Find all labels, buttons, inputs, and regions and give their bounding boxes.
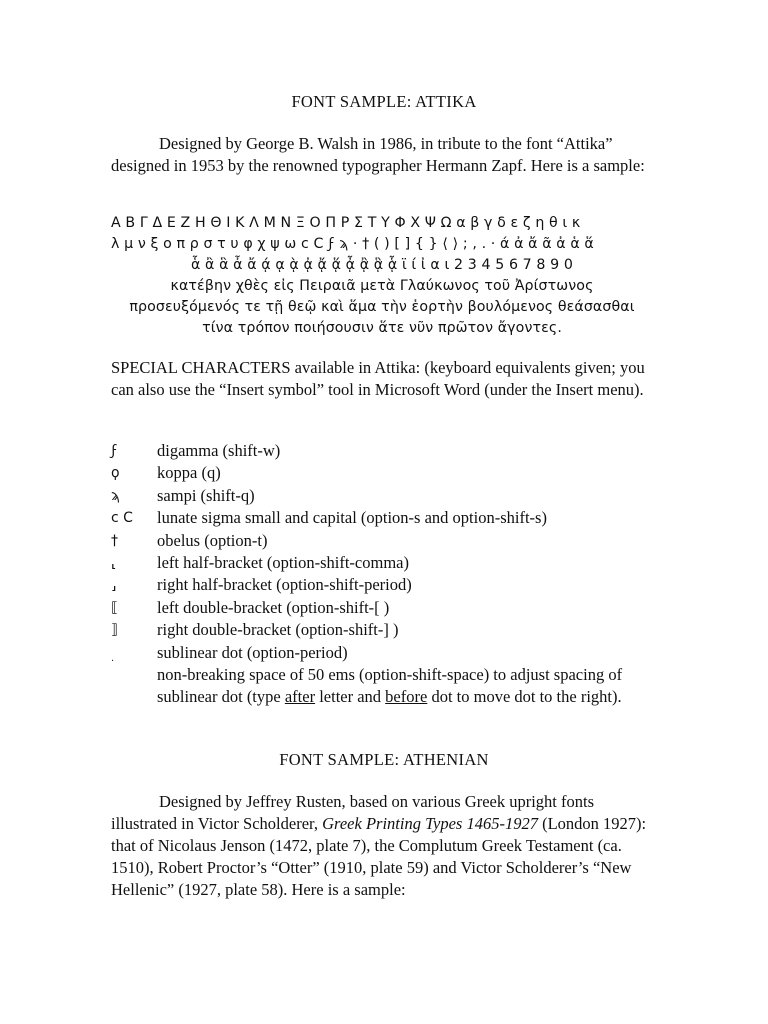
special-char-row [111,664,656,710]
attika-title: FONT SAMPLE: ATTIKA [291,92,477,111]
greek-line-3: ἇ ἂ ἃ ἆ ἄ ᾴ ᾳ ᾲ ᾀ ᾄ ᾅ ᾆ ᾂ ᾃ ᾇ ϊ ί ἰ α ι 2 3 4 5 6 7 8 9 0 [190,257,574,273]
special-char-row [111,507,656,529]
special-char-row [111,552,656,574]
athenian-intro [111,791,651,901]
right-half-bracket-glyph: ⸥ [111,577,117,594]
nbsp-desc [157,664,657,708]
greek-sample [111,213,653,339]
special-char-desc: right double-bracket (option-shift-] ) [157,620,399,640]
special-char-row [111,530,656,552]
special-char-desc: koppa (q) [157,463,221,483]
greek-line-6: τίνα τρόπον ποιήσουσιν ἅτε νῦν πρῶτον ἄγοντες. [202,320,562,336]
special-char-desc: left half-bracket (option-shift-comma) [157,552,409,572]
left-half-bracket-glyph: ⸤ [111,554,117,571]
before-word: before [385,686,428,706]
nbsp-desc-part: letter and [315,686,386,706]
special-characters-list [111,440,656,710]
greek-line-5: προσευξόμενός τε τῇ θεῷ καὶ ἅμα τὴν ἑορτὴν βουλόμενος θεάσασθαι [129,299,635,315]
special-char-desc: lunate sigma small and capital (option-s and option-shift-s) [157,508,547,528]
left-double-bracket-glyph: ⟦ [111,599,118,616]
special-char-row [111,485,656,507]
special-char-desc: sampi (shift-q) [157,485,255,505]
attika-intro [111,133,651,177]
sublinear-dot-glyph: . [111,652,115,664]
special-char-row [111,440,656,462]
obelus-glyph: † [111,532,118,549]
special-char-row [111,597,656,619]
special-char-desc: digamma (shift-w) [157,441,281,460]
digamma-glyph: ϝ [111,443,118,459]
nbsp-desc-part: dot to move dot to the right). [427,686,622,706]
special-char-desc: right half-bracket (option-shift-period) [157,575,412,595]
special-char-row [111,462,656,484]
right-double-bracket-glyph: ⟧ [111,622,118,639]
koppa-glyph: ϙ [111,465,120,482]
special-char-row [111,574,656,596]
nbsp-desc-part: non-breaking space of 50 ems (option-shift-space) to adjust spacing of sublinear dot (type [157,664,623,706]
athenian-title: FONT SAMPLE: ATHENIAN [279,750,489,769]
special-char-row [111,642,656,664]
after-word: after [284,686,316,706]
special-char-desc: left double-bracket (option-shift-[ ) [157,597,390,617]
athenian-intro-end: (London 1927): that of Nicolaus Jenson (1472, plate 7), the Complutum Greek Testament (ca. 1510), Robert Proctor’s “Otter” (1910, plate 59) and Victor Scholderer’s “New Hellenic” (1927, plate 58). Here is a sample: [111,814,647,899]
special-char-desc: obelus (option-t) [157,530,268,550]
special-char-row [111,619,656,641]
special-characters-intro: SPECIAL CHARACTERS available in Attika: (keyboard equivalents given; you can also use the “Insert symbol” tool in Microsoft Word (under the Insert menu). [111,358,645,399]
greek-line-1: Α Β Γ Δ Ε Ζ Η Θ Ι Κ Λ Μ Ν Ξ Ο Π Ρ Σ Τ Υ Φ Χ Ψ Ω α β γ δ ε ζ η θ ι κ [111,215,581,231]
attika-intro-text: Designed by George B. Walsh in 1986, in tribute to the font “Attika” designed in 1953 by the renowned typographer Hermann Zapf. Here is a sample: [111,134,645,175]
greek-line-4: κατέβην χθὲς εἰς Πειραιᾶ μετὰ Γλαύκωνος τοῦ Ἀρίστωνος [170,278,594,294]
sampi-glyph: ϡ [111,487,120,504]
athenian-intro-start: Designed by Jeffrey Rusten, based on various Greek upright fonts illustrated in Victor Scholderer, [111,792,595,833]
greek-line-2: λ μ ν ξ ο π ρ σ τ υ φ χ ψ ω c C ϝ ϡ · † ( ) [ ] { } ⟨ ⟩ ; , . · ά ἀ ἄ ᾶ ἀ ἁ ἅ [111,236,594,252]
lunate-sigma-glyph: c C [111,510,133,527]
book-title: Greek Printing Types 1465-1927 [322,814,538,833]
special-char-desc: sublinear dot (option-period) [157,642,348,662]
